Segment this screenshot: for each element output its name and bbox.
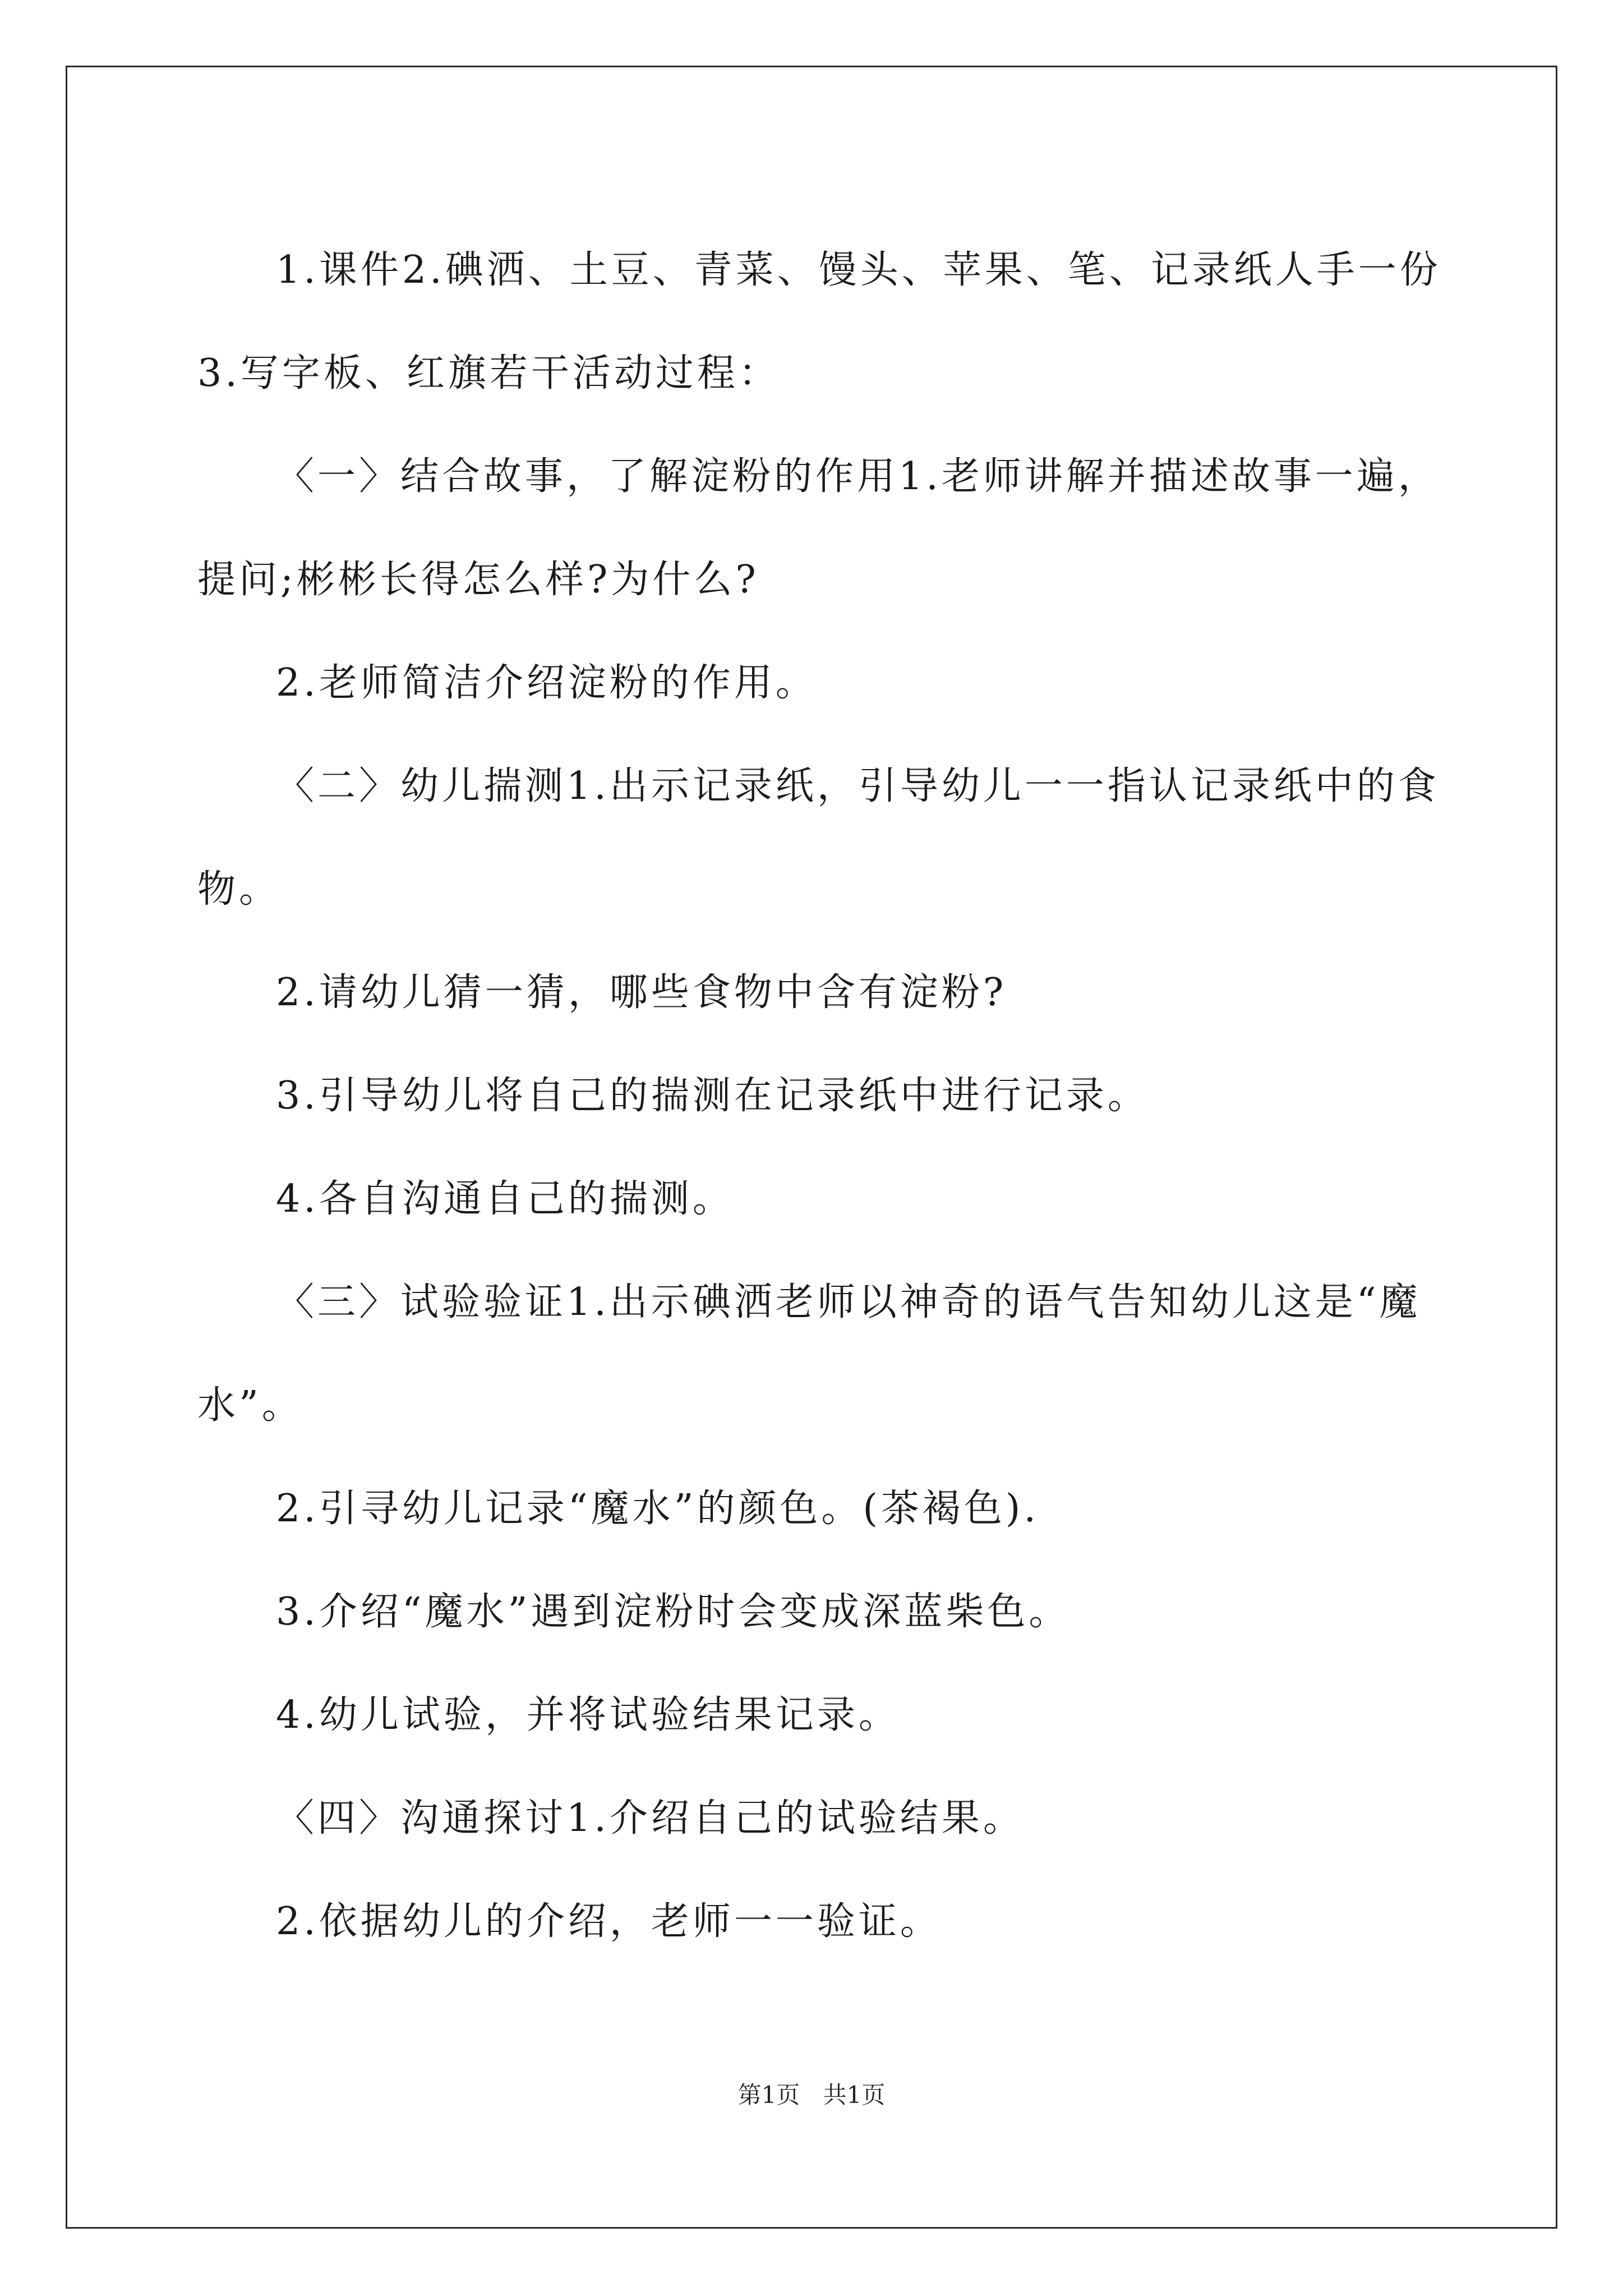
paragraph-8: 〈三〉试验验证1.出示碘洒老师以神奇的语气告知幼儿这是“魔水”。 bbox=[197, 1280, 1421, 1428]
document-body bbox=[197, 219, 1445, 1973]
paragraph-6: 3.引导幼儿将自己的揣测在记录纸中进行记录。 bbox=[276, 1074, 1149, 1118]
page-footer bbox=[0, 2077, 1623, 2110]
page-number: 第1页 bbox=[737, 2081, 800, 2109]
paragraph-11: 4.幼儿试验，并将试验结果记录。 bbox=[276, 1693, 900, 1737]
paragraph-9: 2.引寻幼儿记录“魔水”的颜色。(茶褐色). bbox=[276, 1487, 1040, 1531]
paragraph-1: 1.课件2.碘洒、土豆、青菜、馒头、苹果、笔、记录纸人手一份3.写字板、红旗若干活动过程： bbox=[197, 248, 1441, 395]
total-pages: 共1页 bbox=[823, 2081, 886, 2109]
paragraph-2: 〈一〉结合故事，了解淀粉的作用1.老师讲解并描述故事一遍，提问;彬彬长得怎么样?为什么? bbox=[197, 454, 1440, 602]
paragraph-4: 〈二〉幼儿揣测1.出示记录纸，引导幼儿一一指认记录纸中的食物。 bbox=[197, 764, 1440, 912]
paragraph-3: 2.老师简洁介绍淀粉的作用。 bbox=[276, 661, 817, 705]
paragraph-10: 3.介绍“魔水”遇到淀粉时会变成深蓝柴色。 bbox=[276, 1590, 1071, 1634]
paragraph-5: 2.请幼儿猜一猜，哪些食物中含有淀粉? bbox=[276, 970, 1007, 1015]
paragraph-13: 2.依据幼儿的介绍，老师一一验证。 bbox=[276, 1899, 942, 1944]
paragraph-12: 〈四〉沟通探讨1.介绍自己的试验结果。 bbox=[276, 1796, 1025, 1841]
paragraph-7: 4.各自沟通自己的揣测。 bbox=[276, 1177, 734, 1221]
